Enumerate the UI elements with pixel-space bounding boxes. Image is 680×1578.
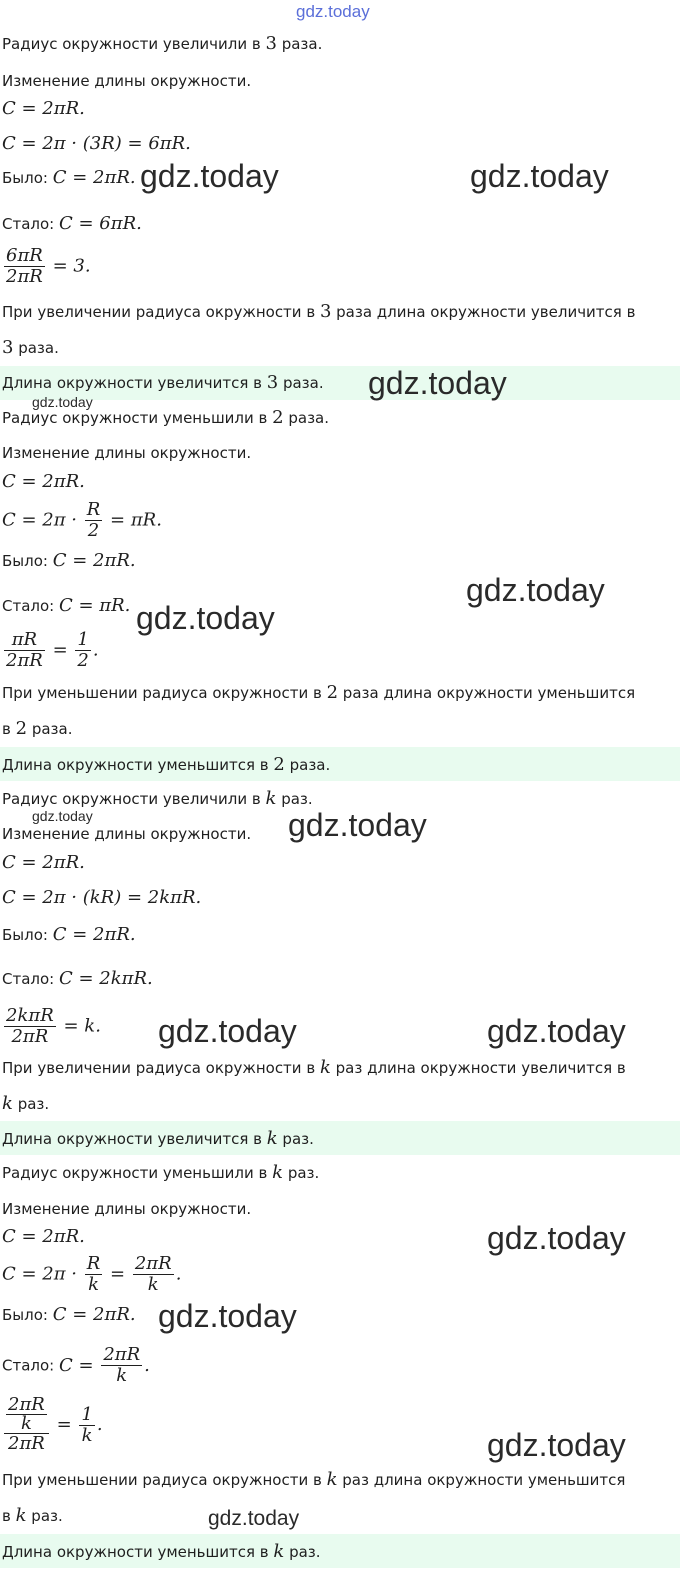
- watermark: gdz.today: [32, 394, 93, 410]
- b1-formula-1: C = 2πR.: [2, 98, 85, 119]
- b1-ratio: $\frac{6\pi R}{2\pi R}$ = 3.: [6, 245, 91, 287]
- b1-conclusion-2: 3 раза.: [2, 337, 59, 358]
- b4-was: Было: C = 2πR.: [2, 1304, 136, 1325]
- watermark: gdz.today: [158, 1013, 297, 1049]
- b3-formula-2: C = 2π · (kR) = 2kπR.: [2, 887, 202, 908]
- b1-conclusion-1: При увеличении радиуса окружности в 3 раза длина окружности увеличится в: [2, 301, 636, 322]
- b2-task: Радиус окружности уменьшили в 2 раза.: [2, 407, 330, 428]
- watermark: gdz.today: [487, 1220, 626, 1256]
- b2-ratio: $\frac{\pi R}{2\pi R}$ = $\frac{1}{2}$ .: [6, 629, 99, 671]
- b2-answer: Длина окружности уменьшится в 2 раза.: [2, 754, 331, 775]
- b4-formula-1: C = 2πR.: [2, 1226, 85, 1247]
- watermark: gdz.today: [158, 1298, 297, 1334]
- watermark: gdz.today: [288, 807, 427, 843]
- b4-task: Радиус окружности уменьшили в k раз.: [2, 1162, 320, 1183]
- b2-formula-2: C = 2π · $\frac{R}{2}$ = πR.: [2, 499, 162, 541]
- watermark: gdz.today: [208, 1507, 300, 1530]
- watermark: gdz.today: [470, 158, 609, 194]
- watermark: gdz.today: [136, 600, 275, 636]
- b3-answer: Длина окружности увеличится в k раз.: [2, 1128, 314, 1149]
- b1-now: Стало: C = 6πR.: [2, 213, 142, 234]
- b3-conclusion-1: При увеличении радиуса окружности в k раз длина окружности увеличится в: [2, 1057, 626, 1078]
- b2-now: Стало: C = πR.: [2, 595, 131, 616]
- b1-formula-2: C = 2π · (3R) = 6πR.: [2, 133, 191, 154]
- b1-task: Радиус окружности увеличили в 3 раза.: [2, 33, 323, 54]
- b1-was: Было: C = 2πR.: [2, 167, 136, 188]
- b1-heading: Изменение длины окружности.: [2, 72, 252, 90]
- b4-now: Стало: C = $\frac{2\pi R}{k}$ .: [2, 1344, 150, 1386]
- b2-conclusion-2: в 2 раза.: [2, 718, 73, 739]
- b3-task: Радиус окружности увеличили в k раз.: [2, 788, 313, 809]
- b3-heading: Изменение длины окружности.: [2, 825, 252, 843]
- b4-formula-2: C = 2π · $\frac{R}{k}$ = $\frac{2\pi R}{k}$ .: [2, 1253, 182, 1295]
- b2-heading: Изменение длины окружности.: [2, 444, 252, 462]
- b2-was: Было: C = 2πR.: [2, 550, 136, 571]
- b4-heading: Изменение длины окружности.: [2, 1200, 252, 1218]
- watermark: gdz.today: [32, 808, 93, 824]
- b2-conclusion-1: При уменьшении радиуса окружности в 2 раза длина окружности уменьшится: [2, 682, 636, 703]
- b1-answer: Длина окружности увеличится в 3 раза.: [2, 372, 324, 393]
- b3-conclusion-2: k раз.: [2, 1093, 50, 1114]
- b4-conclusion-1: При уменьшении радиуса окружности в k раз длина окружности уменьшится: [2, 1469, 626, 1490]
- b4-ratio: $\frac{\frac{2\pi R}{k}}{2\pi R}$ = $\frac{1}{k}$ .: [2, 1396, 103, 1454]
- b2-formula-1: C = 2πR.: [2, 471, 85, 492]
- b3-ratio: $\frac{\text{2kπR}}{2\pi R}$ = k.: [6, 1005, 101, 1047]
- b3-formula-1: C = 2πR.: [2, 852, 85, 873]
- watermark: gdz.today: [140, 158, 279, 194]
- b4-answer: Длина окружности уменьшится в k раз.: [2, 1541, 321, 1562]
- b3-was: Было: C = 2πR.: [2, 924, 136, 945]
- watermark: gdz.today: [487, 1013, 626, 1049]
- b3-now: Стало: C = 2kπR.: [2, 968, 153, 989]
- watermark: gdz.today: [487, 1427, 626, 1463]
- watermark: gdz.today: [466, 572, 605, 608]
- b4-conclusion-2: в k раз.: [2, 1505, 63, 1526]
- watermark-top: gdz.today: [296, 2, 370, 21]
- watermark: gdz.today: [368, 365, 507, 401]
